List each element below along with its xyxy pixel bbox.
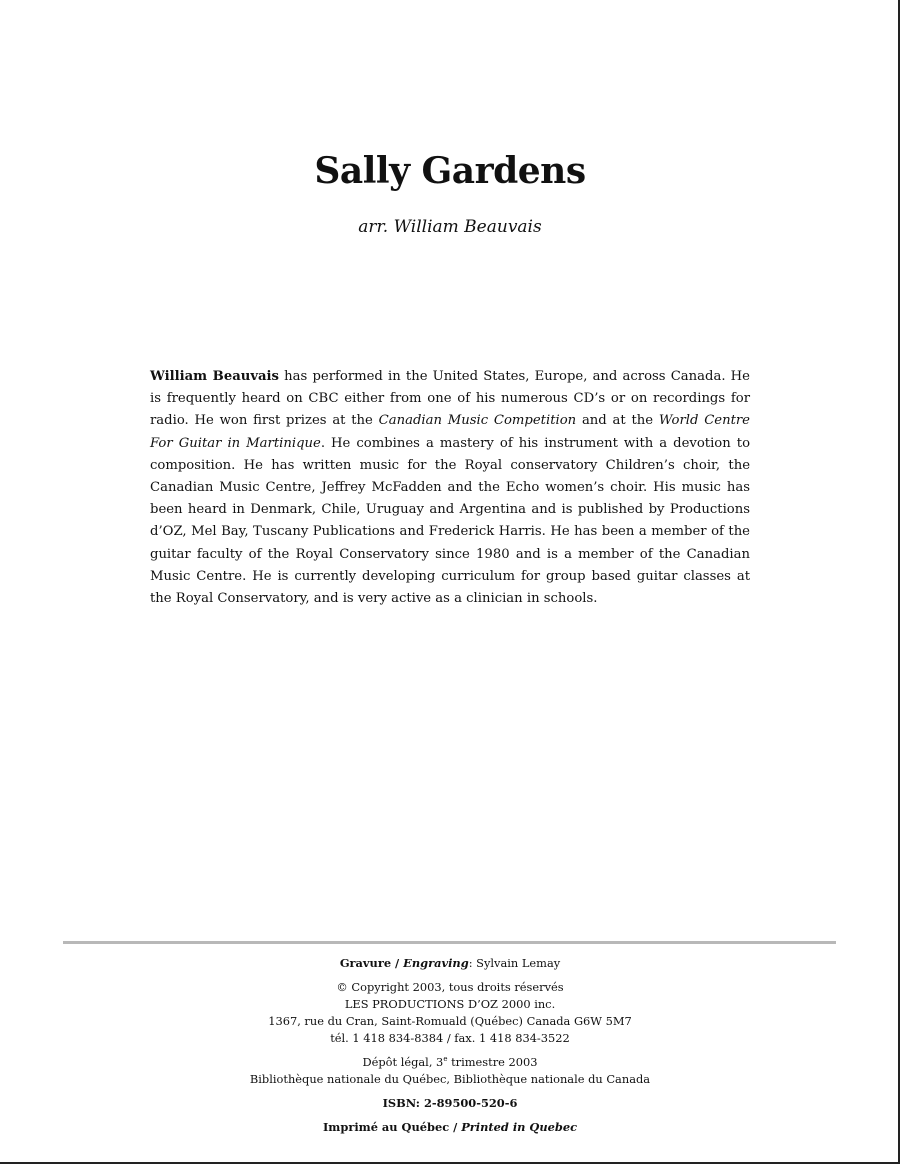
bio-text-3: . He combines a mastery of his instrument with a devotion to composition. He has written music for the Royal conservatory Children’s choir, the Canadian Music Centre, Jeffrey McFadden and the Echo women’s choir. His music has been heard in Denmark, Chile, Uruguay and Argentina and is published by Productions d’OZ, Mel Bay, Tuscany Publications and Frederick Harris. He has been a member of the guitar faculty of the Royal Conservatory since 1980 and is a member of the Canadian Music Centre. He is currently developing curriculum for group based guitar classes at the Royal Conservatory, and is very active as a clinician in schools. [150, 435, 751, 607]
printed-line [0, 1119, 900, 1136]
depot-superscript: e [443, 1055, 448, 1064]
arranger-credit: arr. William Beauvais [358, 217, 542, 237]
publisher-line: LES PRODUCTIONS D’OZ 2000 inc. [344, 997, 556, 1011]
printed-fr: Imprimé au Québec [322, 1120, 450, 1134]
engraving-label-fr: Gravure [339, 956, 392, 970]
bio-text-2: and at the [576, 413, 659, 429]
colophon [0, 955, 900, 1136]
depot-prefix: Dépôt légal, 3 [362, 1055, 444, 1069]
engraving-label-en: Engraving [403, 956, 469, 970]
printed-en: Printed in Quebec [461, 1120, 578, 1134]
address-line: 1367, rue du Cran, Saint-Romuald (Québec) Canada G6W 5M7 [268, 1014, 632, 1028]
bio-centre: World Centre For Guitar in Martinique [150, 413, 750, 451]
copyright-line: © Copyright 2003, tous droits réservés [336, 980, 564, 994]
page-title: Sally Gardens [314, 150, 586, 192]
bio-text-1: has performed in the United States, Europe, and across Canada. He is frequently heard on CBC either from one of his numerous CD’s or on recordings for radio. He won first prizes at the [150, 369, 750, 429]
bio-name: William Beauvais [150, 369, 279, 384]
bio-competition: Canadian Music Competition [378, 413, 577, 429]
depot-suffix: trimestre 2003 [447, 1055, 538, 1069]
biography-paragraph [150, 366, 750, 610]
libraries-line: Bibliothèque nationale du Québec, Bibliothèque nationale du Canada [249, 1072, 651, 1086]
phone-line: tél. 1 418 834-8384 / fax. 1 418 834-3522 [330, 1031, 570, 1045]
footer-divider [63, 941, 836, 944]
legal-deposit-line [0, 1054, 900, 1071]
printed-separator: / [449, 1120, 462, 1134]
engraving-separator: / [391, 956, 404, 970]
engraving-line [0, 955, 900, 972]
engraving-name: : Sylvain Lemay [468, 956, 561, 970]
isbn-line: ISBN: 2-89500-520-6 [382, 1096, 518, 1110]
